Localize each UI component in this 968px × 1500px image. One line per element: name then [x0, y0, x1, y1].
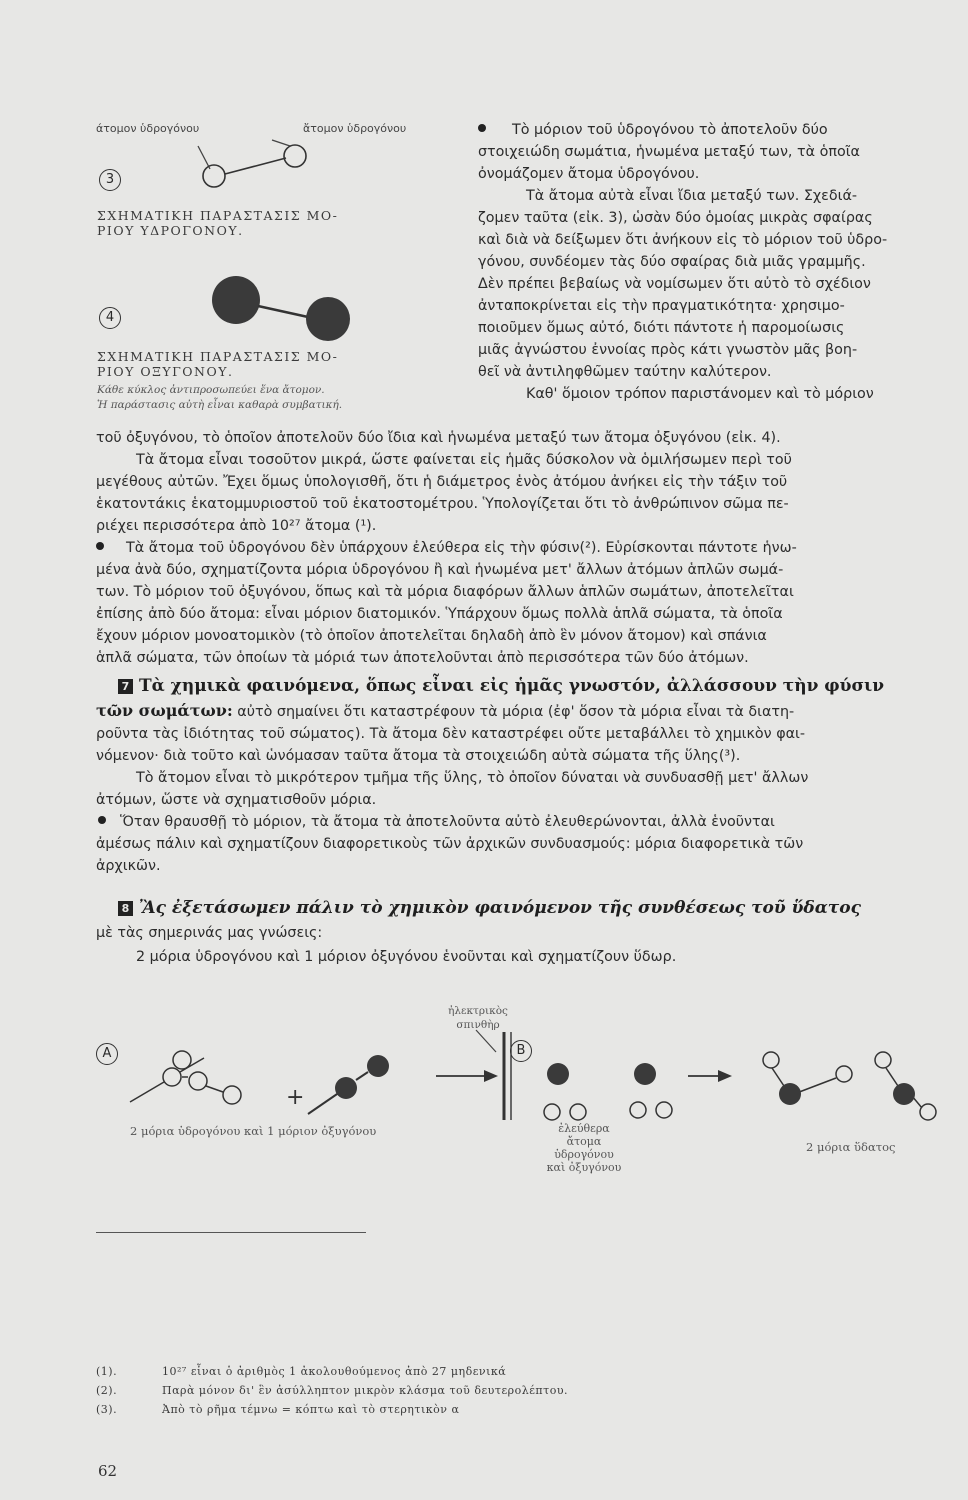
hydrogen-atom-circle — [920, 1104, 936, 1120]
fig4-note-line2: Ἡ παράστασις αὐτὴ εἶναι καθαρὰ συμβατική. — [97, 399, 343, 411]
text-line: Τὰ ἄτομα εἶναι τοσοῦτον μικρά, ὥστε φαίνεται εἰς ἡμᾶς δύσκολον νὰ ὁμιλήσωμεν περὶ τοῦ — [136, 452, 792, 468]
fig3-label-right: ἄτομον ὑδρογόνου — [303, 122, 407, 135]
oxygen-atom-filled — [547, 1063, 569, 1085]
pointer-line-right — [272, 140, 290, 146]
oxygen-atom-filled — [212, 276, 260, 324]
bond-line — [772, 1068, 784, 1086]
text-line: ἀμέσως πάλιν καὶ σχηματίζουν διαφορετικοὺς τῶν ἀρχικῶν συνδυασμούς: μόρια διαφορετικὰ τῶν — [96, 836, 804, 852]
text-line: ζομεν ταῦτα (εἰκ. 3), ὡσὰν δύο ὁμοίας μικρὰς σφαίρας — [478, 210, 873, 226]
hydrogen-atom-circle — [284, 145, 306, 167]
footnote-text: Παρὰ μόνον δι' ἓν ἀσύλληπτον μικρὸν κλάσμα τοῦ δευτερολέπτου. — [162, 1384, 569, 1397]
hydrogen-atom-circle — [656, 1102, 672, 1118]
text-line-content: αὐτὸ σημαίνει ὅτι καταστρέφουν τὰ μόρια (ἐφ' ὅσον τὰ μόρια εἶναι τὰ διατη- — [237, 704, 795, 720]
reaction-caption-left: 2 μόρια ὑδρογόνου καὶ 1 μόριον ὀξυγόνου — [130, 1124, 377, 1138]
reaction-caption-mid-line3: ὑδρογόνου — [554, 1148, 614, 1161]
text-line: ἀτόμων, ὥστε νὰ σχηματισθοῦν μόρια. — [96, 792, 377, 808]
text-line: ριέχει περισσότερα ἀπὸ 10²⁷ ἄτομα (¹). — [96, 518, 377, 534]
text-line: Καθ' ὅμοιον τρόπον παριστάνομεν καὶ τὸ μόριον — [526, 386, 874, 402]
footnote-text: Ἀπὸ τὸ ρῆμα τέμνω = κόπτω καὶ τὸ στερητικὸν α — [162, 1403, 460, 1416]
text-line: ἐπίσης ἀπὸ δύο ἄτομα: εἶναι μόριον διατομικόν. Ὑπάρχουν ὅμως πολλὰ ἁπλᾶ σώματα, τὰ ὁποῖα — [96, 606, 783, 622]
hydrogen-atom-circle — [173, 1051, 191, 1069]
section-7-heading — [118, 676, 958, 696]
hydrogen-atom-circle — [163, 1068, 181, 1086]
bond-line — [258, 306, 308, 317]
footnote-item — [96, 1403, 568, 1422]
spark-pointer — [476, 1030, 496, 1052]
oxygen-atom-filled — [367, 1055, 389, 1077]
text-line: καὶ διὰ νὰ δείξωμεν ὅτι ἀνήκουν εἰς τὸ μόριον τοῦ ὑδρο- — [478, 232, 888, 248]
text-line: Τὸ ἄτομον εἶναι τὸ μικρότερον τμῆμα τῆς ὕλης, τὸ ὁποῖον δύναται νὰ συνδυασθῇ μετ' ἄλλων — [136, 770, 809, 786]
fig4-number-text: 4 — [99, 307, 121, 329]
text-line — [96, 700, 958, 723]
text-line: Τὰ ἄτομα αὐτὰ εἶναι ἴδια μεταξύ των. Σχεδιά- — [526, 188, 858, 204]
hydrogen-atom-circle — [836, 1066, 852, 1082]
pointer-line-left — [198, 146, 210, 169]
text-line-content: Τὸ μόριον τοῦ ὑδρογόνου τὸ ἀποτελοῦν δύο — [512, 122, 828, 138]
hydrogen-atom-circle — [763, 1052, 779, 1068]
fig4-note-line1: Κάθε κύκλος ἀντιπροσωπεύει ἕνα ἄτομον. — [97, 384, 325, 396]
hydrogen-atom-circle — [570, 1104, 586, 1120]
section-7-mark: 7 — [118, 679, 133, 694]
fig4-number — [99, 306, 121, 329]
text-line — [96, 811, 958, 833]
reaction-label-a-text: A — [96, 1043, 118, 1065]
text-line: τοῦ ὀξυγόνου, τὸ ὁποῖον ἀποτελοῦν δύο ἴδια καὶ ἡνωμένα μεταξύ των ἄτομα ὀξυγόνου (εἰκ. 4). — [96, 430, 781, 446]
text-line: ἁπλᾶ σώματα, τῶν ὁποίων τὰ μόριά των ἀποτελοῦνται ἀπὸ περισσότερα τῶν δύο ἀτόμων. — [96, 650, 749, 666]
bond-line — [308, 1092, 340, 1114]
section-8-heading-text: Ἂς ἐξετάσωμεν πάλιν τὸ χημικὸν φαινόμενον τῆς συνθέσεως τοῦ ὕδατος — [139, 898, 861, 918]
text-line-content: Τὰ ἄτομα τοῦ ὑδρογόνου δὲν ὑπάρχουν ἐλεύθερα εἰς τὴν φύσιν(²). Εὑρίσκονται πάντοτε ἡνω- — [126, 540, 797, 556]
oxygen-molecule-diagram — [200, 272, 370, 347]
text-line: μιᾶς ἀγνώστου ἐννοίας πρὸς κάτι γνωστὸν μᾶς βοη- — [478, 342, 858, 358]
spark-label-line2: σπινθὴρ — [456, 1019, 500, 1031]
footnote-divider — [96, 1232, 366, 1233]
spark-label-line1: ἠλεκτρικὸς — [448, 1005, 508, 1017]
text-line: θεῖ νὰ ἀντιληφθῶμεν ταύτην καλύτερον. — [478, 364, 772, 380]
text-line — [478, 119, 958, 141]
reaction-caption-mid — [524, 1122, 644, 1174]
bond-line — [225, 158, 286, 174]
text-line: ὀνομάζομεν ἄτομα ὑδρογόνου. — [478, 166, 700, 182]
oxygen-atom-filled — [306, 297, 350, 341]
right-column — [478, 119, 958, 405]
bond-line — [886, 1068, 898, 1086]
text-line: ἑκατοντάκις ἑκατομμυριοστοῦ τοῦ ἑκατοστομέτρου. Ὑπολογίζεται ὅτι τὸ ἀνθρώπινον σῶμα πε- — [96, 496, 789, 512]
reaction-diagram — [100, 1020, 958, 1130]
section-7-heading-line2: τῶν σωμάτων: — [96, 701, 233, 720]
hydrogen-molecule-diagram — [180, 134, 330, 204]
text-line: ἀνταποκρίνεται εἰς τὴν πραγματικότητα· χρησιμο- — [478, 298, 845, 314]
hydrogen-atom-circle — [223, 1086, 241, 1104]
reaction-caption-mid-line2: ἄτομα — [566, 1135, 602, 1148]
text-line: γόνου, συνδέομεν τὰς δύο σφαίρας διὰ μιᾶς γραμμῆς. — [478, 254, 866, 270]
section-7-heading-line1: Τὰ χημικὰ φαινόμενα, ὅπως εἶναι εἰς ἡμᾶς γνωστόν, ἀλλάσσουν τὴν φύσιν — [139, 676, 885, 696]
fig3-label-left: άτομον ὑδρογόνου — [96, 122, 200, 135]
hydrogen-molecules — [130, 1058, 241, 1104]
text-line — [96, 537, 958, 559]
section-7-text — [96, 700, 958, 877]
bond-line — [356, 1072, 368, 1080]
text-line: μεγέθους αὐτῶν. Ἔχει ὅμως ὑπολογισθῆ, ὅτι ἡ διάμετρος ἑνὸς ἀτόμου ἀνήκει εἰς τὴν τάξιν τοῦ — [96, 474, 788, 490]
footnote-number: (3). — [96, 1403, 118, 1416]
bullet-icon — [96, 542, 104, 550]
oxygen-atom-filled — [335, 1077, 357, 1099]
fig3-number — [99, 168, 121, 191]
text-line: στοιχειώδη σωμάτια, ἡνωμένα μεταξύ των, τὰ ὁποῖα — [478, 144, 860, 160]
hydrogen-atom-circle — [630, 1102, 646, 1118]
text-line: Δὲν πρέπει βεβαίως νὰ νομίσωμεν ὅτι αὐτὸ τὸ σχέδιον — [478, 276, 871, 292]
text-line-content: Ὅταν θραυσθῇ τὸ μόριον, τὰ ἄτομα τὰ ἀποτελοῦντα αὐτὸ ἐλευθερώνονται, ἀλλὰ ἑνοῦνται — [120, 814, 775, 830]
fig4-caption-line1: ΣΧΗΜΑΤΙΚΗ ΠΑΡΑΣΤΑΣΙΣ ΜΟ- — [97, 349, 339, 364]
section-8-heading — [118, 898, 958, 918]
text-line: ἀρχικῶν. — [96, 858, 161, 874]
section-8-line1: μὲ τὰς σημερινάς μας γνώσεις: — [96, 925, 323, 941]
oxygen-atom-filled — [779, 1083, 801, 1105]
text-line: νόμενον· διὰ τοῦτο καὶ ὡνόμασαν ταῦτα ἄτομα τὰ στοιχειώδη αὐτὰ σώματα τῆς ὕλης(³). — [96, 748, 741, 764]
bullet-icon — [98, 816, 106, 824]
footnote-item — [96, 1365, 568, 1384]
hydrogen-atom-circle — [875, 1052, 891, 1068]
hydrogen-atom-circle — [203, 165, 225, 187]
footnote-text: 10²⁷ εἶναι ὁ ἀριθμὸς 1 ἀκολουθούμενος ἀπὸ 27 μηδενικά — [162, 1365, 507, 1378]
bond-line — [206, 1086, 223, 1092]
oxygen-atom-filled — [893, 1083, 915, 1105]
reaction-label-b-text: B — [510, 1040, 532, 1062]
text-line: των. Τὸ μόριον τοῦ ὀξυγόνου, ὅπως καὶ τὰ μόρια διαφόρων ἄλλων ἁπλῶν σωμάτων, ἀποτελεῖται — [96, 584, 794, 600]
footnotes — [96, 1365, 568, 1422]
footnote-number: (1). — [96, 1365, 118, 1378]
bond-line — [130, 1082, 164, 1102]
hydrogen-atom-circle — [189, 1072, 207, 1090]
section-8-line2: 2 μόρια ὑδρογόνου καὶ 1 μόριον ὀξυγόνου ἑνοῦνται καὶ σχηματίζουν ὕδωρ. — [136, 949, 677, 965]
oxygen-atom-filled — [634, 1063, 656, 1085]
text-line: μένα ἀνὰ δύο, σχηματίζοντα μόρια ὑδρογόνου ἢ καὶ ἡνωμένα μετ' ἄλλων ἀτόμων ἁπλῶν σωμά- — [96, 562, 784, 578]
fig3-number-text: 3 — [99, 169, 121, 191]
bullet-icon — [478, 124, 486, 132]
text-line: ποιοῦμεν ὅμως αὐτό, διότι πάντοτε ἡ παρομοίωσις — [478, 320, 845, 336]
footnote-item — [96, 1384, 568, 1403]
page-number: 62 — [98, 1462, 118, 1480]
hydrogen-atom-circle — [544, 1104, 560, 1120]
section-8-mark: 8 — [118, 901, 133, 916]
bond-line — [180, 1058, 204, 1072]
plus-sign: + — [286, 1085, 305, 1110]
text-line: ἔχουν μόριον μονοατομικὸν (τὸ ὁποῖον ἀποτελεῖται δηλαδὴ ἀπὸ ἓν μόνον ἄτομον) καὶ σπάνια — [96, 628, 767, 644]
reaction-caption-right: 2 μόρια ὕδατος — [806, 1140, 896, 1154]
footnote-number: (2). — [96, 1384, 118, 1397]
reaction-caption-mid-line1: ἐλεύθερα — [558, 1122, 610, 1135]
fig4-caption-line2: ΡΙΟΥ ΟΞΥΓΟΝΟΥ. — [97, 364, 234, 379]
fig3-caption-line2: ΡΙΟΥ ΥΔΡΟΓΟΝΟΥ. — [97, 223, 244, 238]
reaction-caption-mid-line4: καὶ ὀξυγόνου — [546, 1161, 622, 1174]
fig3-caption-line1: ΣΧΗΜΑΤΙΚΗ ΠΑΡΑΣΤΑΣΙΣ ΜΟ- — [97, 208, 339, 223]
body-text — [96, 427, 958, 669]
text-line: ροῦντα τὰς ἰδιότητας τοῦ σώματος). Τὰ ἄτομα δὲν καταστρέφει οὔτε μεταβάλλει τὸ χημικὸν φαι- — [96, 726, 806, 742]
reaction-arrow-head — [718, 1070, 732, 1082]
reaction-arrow-head — [484, 1070, 498, 1082]
